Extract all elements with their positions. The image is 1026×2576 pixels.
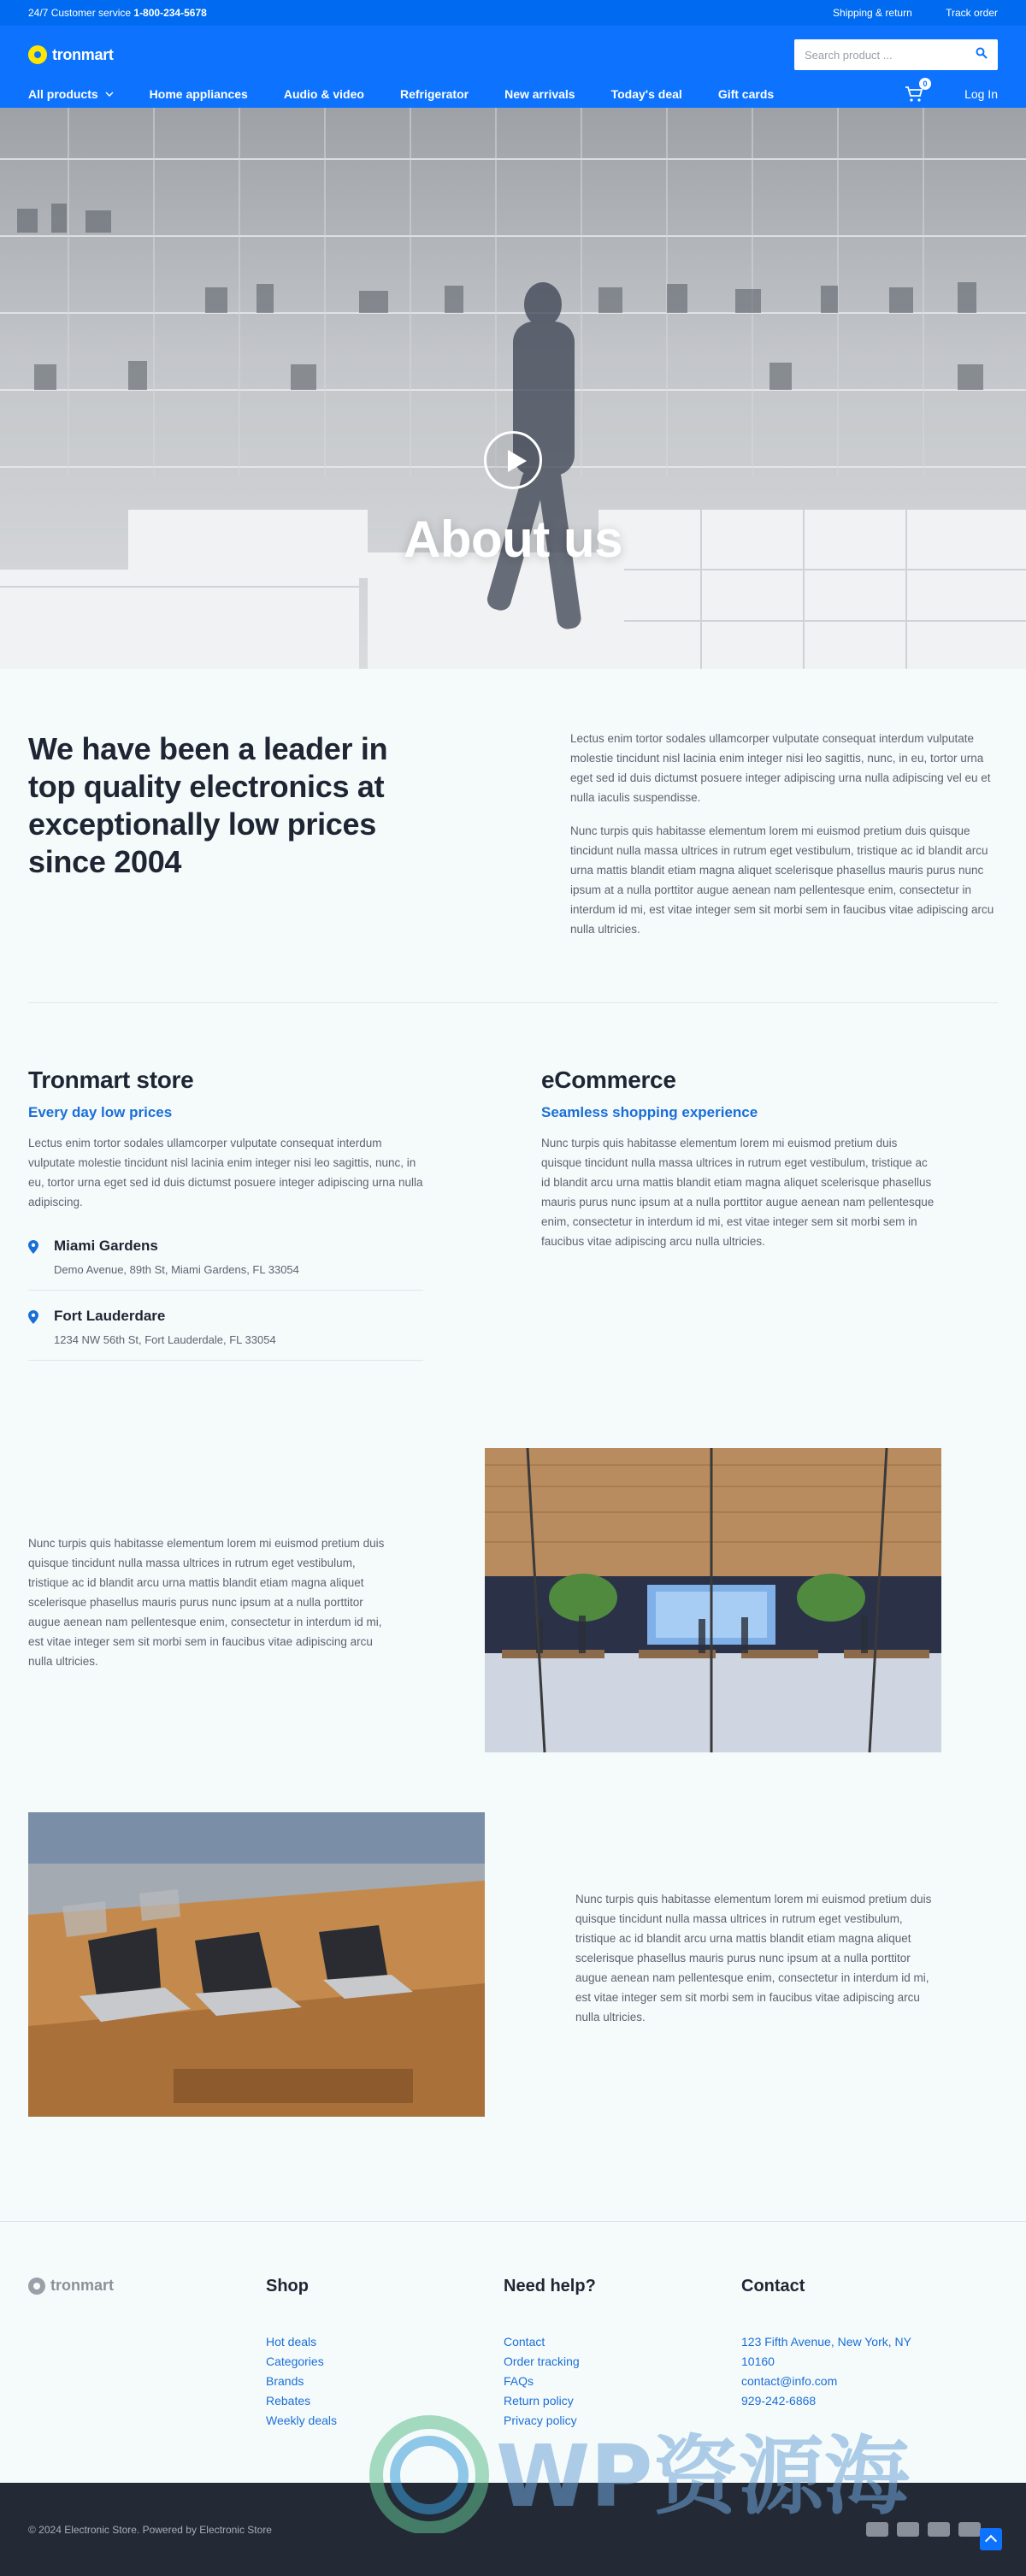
track-order-link[interactable]: Track order [946,7,998,19]
hero-banner [0,108,1026,669]
footer-link-categories[interactable]: Categories [266,2354,324,2368]
location-address: Demo Avenue, 89th St, Miami Gardens, FL 33054 [54,1263,299,1276]
feature-text-2: Nunc turpis quis habitasse elementum lorem mi euismod pretium duis quisque tincidunt nulla massa ultrices in rutrum eget vestibulum, tristique ac id blandit arcu urna mattis blandit etiam magna aliquet scelerisque phasellus mauris purus nunc ipsum at a nulla porttitor augue aenean nam pellentesque enim, consectetur in interdum id mi, est vitae integer sem sit morbi sem in faucibus vitae adipiscing arcu nulla ultricies. [575,1893,932,2024]
store-subtitle: Every day low prices [28,1104,173,1120]
nav-all-products[interactable] [28,87,114,101]
hero-store-image [0,108,1026,669]
nav-todays-deal[interactable]: Today's deal [610,87,682,101]
store-column [28,1066,423,1361]
intro-paragraph-1: Lectus enim tortor sodales ullamcorper vulputate consequat interdum vulputate molestie tincidunt nisl lacinia enim integer nisi leo sagittis, nunc, in eu, tortor urna eget sed id duis dictumst posuere integer adipiscing urna nulla adipiscing vel eu et nulla iaculis suspendisse. [570,732,991,804]
ecommerce-subtitle: Seamless shopping experience [541,1104,758,1120]
intro-paragraph-2: Nunc turpis quis habitasse elementum lorem mi euismod pretium duis quisque tincidunt nulla massa ultrices in rutrum eget vestibulum, tristique ac id blandit arcu urna mattis blandit etiam magna aliquet scelerisque phasellus mauris purus nunc ipsum at a nulla porttitor augue aenean nam pellentesque enim, consectetur in interdum id mi, est vitae integer sem sit morbi sem in faucibus vitae adipiscing arcu nulla ultricies. [570,824,994,936]
top-bar [0,0,1026,26]
laptops-on-table-image [28,1812,485,2117]
footer-link-privacy-policy[interactable]: Privacy policy [504,2414,577,2427]
customer-service [28,7,207,19]
map-pin-icon [28,1240,38,1254]
location-name: Fort Lauderdare [54,1308,166,1324]
hero-title: About us [404,511,622,568]
footer-link-faqs[interactable]: FAQs [504,2374,534,2388]
ecommerce-column [541,1066,998,1361]
site-header [0,26,1026,108]
nav-gift-cards[interactable]: Gift cards [717,87,775,101]
ecommerce-text: Nunc turpis quis habitasse elementum lorem mi euismod pretium duis quisque tincidunt nulla massa ultrices in rutrum eget vestibulum, tristique ac id blandit arcu urna mattis blandit etiam magna aliquet scelerisque phasellus mauris purus nunc ipsum at a nulla porttitor augue aenean nam pellentesque enim, consectetur in interdum id mi, est vitae integer sem sit morbi sem in faucibus vitae adipiscing arcu nulla ultricies. [541,1137,935,1248]
nav-audio-video[interactable]: Audio & video [283,87,364,101]
footer-address-line-2: 10160 [741,2354,775,2368]
main-nav [28,80,998,108]
location-item [28,1291,423,1361]
store-text: Lectus enim tortor sodales ullamcorper vulputate consequat interdum vulputate molestie tincidunt nisl lacinia enim integer nisi leo sagittis, nunc, in eu, tortor urna eget sed id duis dictumst posuere integer adipiscing urna nulla adipiscing. [28,1137,423,1208]
watermark-logo [359,2405,1009,2533]
footer-link-rebates[interactable]: Rebates [266,2394,311,2408]
footer-link-contact[interactable]: Contact [504,2335,545,2349]
cart-count-badge: 0 [919,78,931,90]
site-logo[interactable] [28,45,114,64]
footer-email[interactable]: contact@info.com [741,2374,838,2388]
copyright: © 2024 Electronic Store. Powered by Electronic Store [28,2523,272,2536]
login-link[interactable]: Log In [964,87,998,101]
chevron-down-icon [105,92,114,97]
feature-text-1: Nunc turpis quis habitasse elementum lorem mi euismod pretium duis quisque tincidunt nulla massa ultrices in rutrum eget vestibulum, tristique ac id blandit arcu urna mattis blandit etiam magna aliquet scelerisque phasellus mauris purus nunc ipsum at a nulla porttitor augue aenean nam pellentesque enim, consectetur in interdum id mi, est vitae integer sem sit morbi sem in faucibus vitae adipiscing arcu nulla ultricies. [28,1537,385,1668]
footer-shop-title: Shop [266,2277,309,2295]
location-item [28,1220,423,1291]
search-icon[interactable] [976,47,988,63]
footer-link-order-tracking[interactable]: Order tracking [504,2354,580,2368]
search-input[interactable] [805,49,958,62]
nav-new-arrivals[interactable]: New arrivals [504,87,575,101]
footer-phone[interactable]: 929-242-6868 [741,2394,817,2408]
feature-row-1 [0,1448,1026,1799]
intro-heading: We have been a leader in top quality electronics at exceptionally low prices since 2004 [28,731,388,879]
play-video-button[interactable] [484,431,542,489]
shipping-return-link[interactable]: Shipping & return [833,7,912,19]
store-title: Tronmart store [28,1066,194,1093]
location-address: 1234 NW 56th St, Fort Lauderdale, FL 33054 [54,1333,276,1346]
customer-service-phone[interactable]: 1-800-234-5678 [133,7,207,19]
footer-address-line-1: 123 Fifth Avenue, New York, NY [741,2335,911,2349]
footer-link-hot-deals[interactable]: Hot deals [266,2335,317,2349]
customer-service-label: 24/7 Customer service [28,7,134,19]
footer-logo[interactable] [28,2277,266,2295]
footer-link-return-policy[interactable]: Return policy [504,2394,574,2408]
location-name: Miami Gardens [54,1238,158,1254]
nav-home-appliances[interactable]: Home appliances [149,87,248,101]
nav-refrigerator[interactable]: Refrigerator [399,87,469,101]
footer-logo-text: tronmart [50,2277,115,2294]
search-box [794,39,998,70]
map-pin-icon [28,1310,38,1324]
nav-all-products-label: All products [28,87,98,101]
footer-contact-title: Contact [741,2277,805,2295]
store-interior-image [485,1448,941,1752]
footer-link-brands[interactable]: Brands [266,2374,304,2388]
stores-section [0,1003,1026,1448]
cart-button[interactable] [905,80,928,103]
footer-brand [28,2277,266,2431]
logo-mark-icon [28,2278,45,2295]
footer-link-weekly-deals[interactable]: Weekly deals [266,2414,338,2427]
ecommerce-title: eCommerce [541,1066,676,1093]
logo-text: tronmart [52,45,114,63]
intro-section [0,669,1026,1002]
watermark-text: WP资源海 [496,2426,910,2526]
logo-mark-icon [28,45,47,64]
feature-row-2 [0,1799,1026,2192]
footer-help-title: Need help? [504,2277,596,2295]
